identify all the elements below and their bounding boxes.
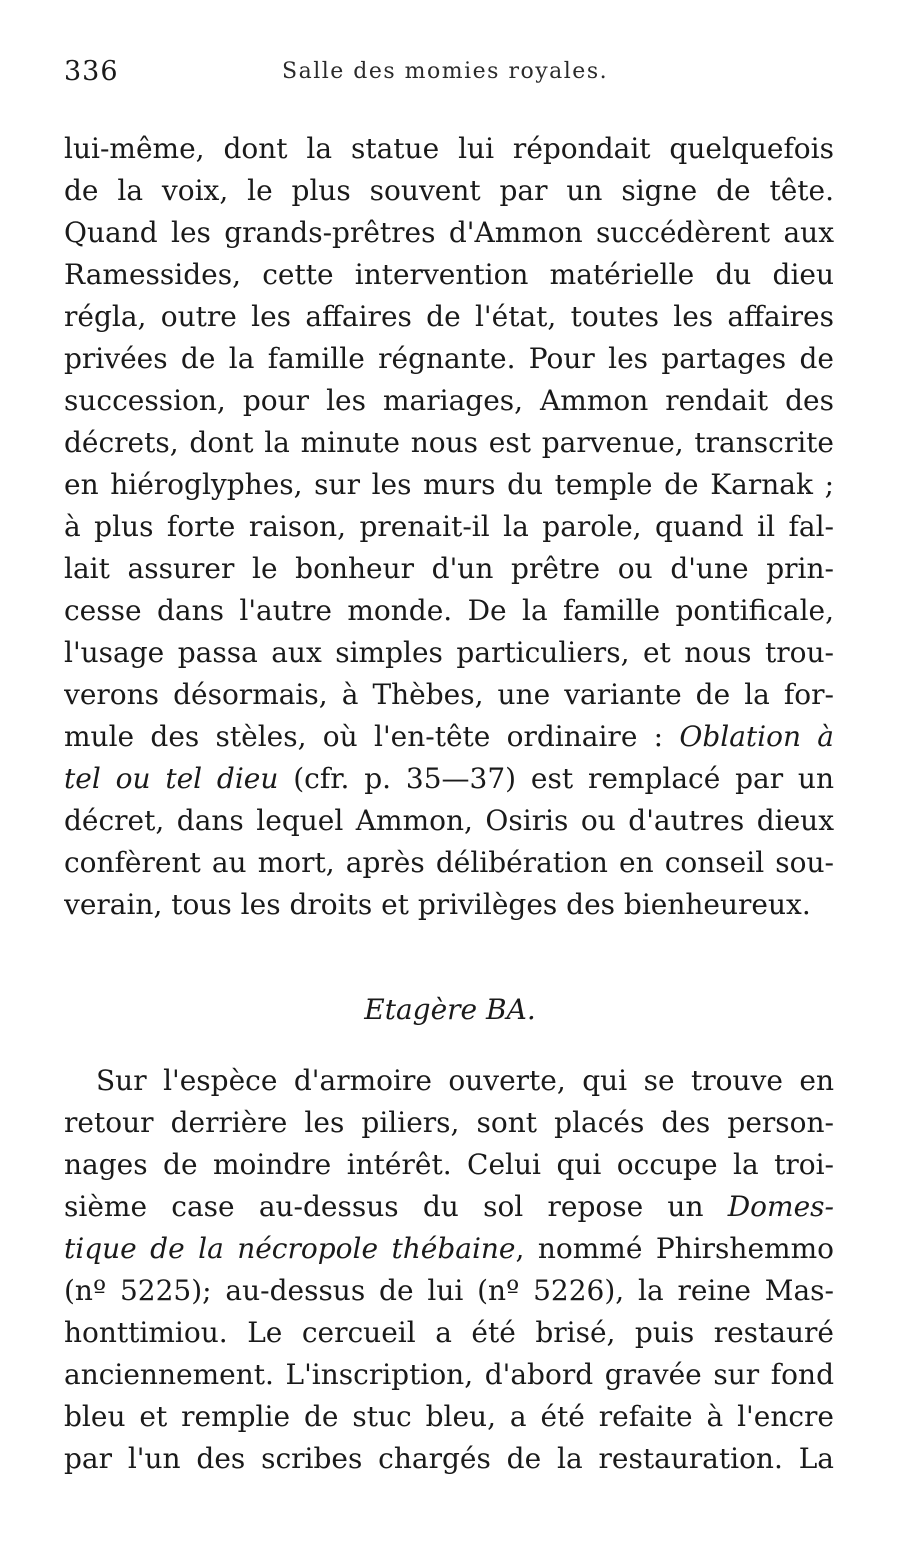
- text-line: verain, tous les droits et privilèges des bienheureux.: [64, 888, 811, 921]
- italic-phrase: tel ou tel dieu: [64, 762, 279, 795]
- text-line: [64, 1228, 834, 1272]
- text-line: retour derrière les piliers, sont placés des person-: [64, 1106, 834, 1139]
- text-run: sième case au-dessus du sol repose un: [64, 1190, 728, 1223]
- text-line: régla, outre les affaires de l'état, toutes les affaires: [64, 300, 834, 333]
- text-line: cesse dans l'autre monde. De la famille pontificale,: [64, 594, 834, 627]
- text-line: [64, 1186, 834, 1230]
- text-line: succession, pour les mariages, Ammon rendait des: [64, 384, 834, 417]
- text-run: (cfr. p. 35—37) est remplacé par un: [278, 762, 834, 795]
- text-run: mule des stèles, où l'en-tête ordinaire :: [64, 720, 680, 753]
- text-line: lait assurer le bonheur d'un prêtre ou d'une prin-: [64, 552, 834, 585]
- text-line: par l'un des scribes chargés de la restauration. La: [64, 1442, 834, 1475]
- text-line: Quand les grands-prêtres d'Ammon succédèrent aux: [64, 216, 834, 249]
- text-line: (nº 5225); au-dessus de lui (nº 5226), la reine Mas-: [64, 1274, 834, 1307]
- section-heading: Etagère BA.: [364, 993, 536, 1026]
- text-line: privées de la famille régnante. Pour les partages de: [64, 342, 834, 375]
- text-line: Ramessides, cette intervention matérielle du dieu: [64, 258, 834, 291]
- text-line: [64, 716, 834, 760]
- page-number: 336: [64, 56, 119, 87]
- text-line: honttimiou. Le cercueil a été brisé, puis restauré: [64, 1316, 834, 1349]
- text-line: à plus forte raison, prenait-il la parole, quand il fal-: [64, 510, 834, 543]
- italic-phrase: Oblation à: [679, 720, 834, 753]
- italic-phrase: tique de la nécropole thébaine: [64, 1232, 516, 1265]
- text-line: lui-même, dont la statue lui répondait quelquefois: [64, 132, 834, 165]
- italic-phrase: Domes-: [727, 1190, 834, 1223]
- running-title: Salle des momies royales.: [282, 59, 609, 84]
- text-line: en hiéroglyphes, sur les murs du temple de Karnak ;: [64, 468, 834, 501]
- text-line: bleu et remplie de stuc bleu, a été refaite à l'encre: [64, 1400, 834, 1433]
- text-line: verons désormais, à Thèbes, une variante de la for-: [64, 678, 834, 711]
- text-line: décrets, dont la minute nous est parvenue, transcrite: [64, 426, 834, 459]
- text-line: décret, dans lequel Ammon, Osiris ou d'autres dieux: [64, 804, 834, 837]
- text-line: [64, 758, 834, 802]
- text-line: anciennement. L'inscription, d'abord gravée sur fond: [64, 1358, 834, 1391]
- running-head: [64, 56, 834, 96]
- text-run: , nommé Phirshemmo: [515, 1232, 834, 1265]
- text-line: l'usage passa aux simples particuliers, et nous trou-: [64, 636, 834, 669]
- text-line: nages de moindre intérêt. Celui qui occupe la troi-: [64, 1148, 834, 1181]
- text-line: Sur l'espèce d'armoire ouverte, qui se trouve en: [96, 1064, 834, 1097]
- text-line: de la voix, le plus souvent par un signe de tête.: [64, 174, 834, 207]
- text-line: confèrent au mort, après délibération en conseil sou-: [64, 846, 834, 879]
